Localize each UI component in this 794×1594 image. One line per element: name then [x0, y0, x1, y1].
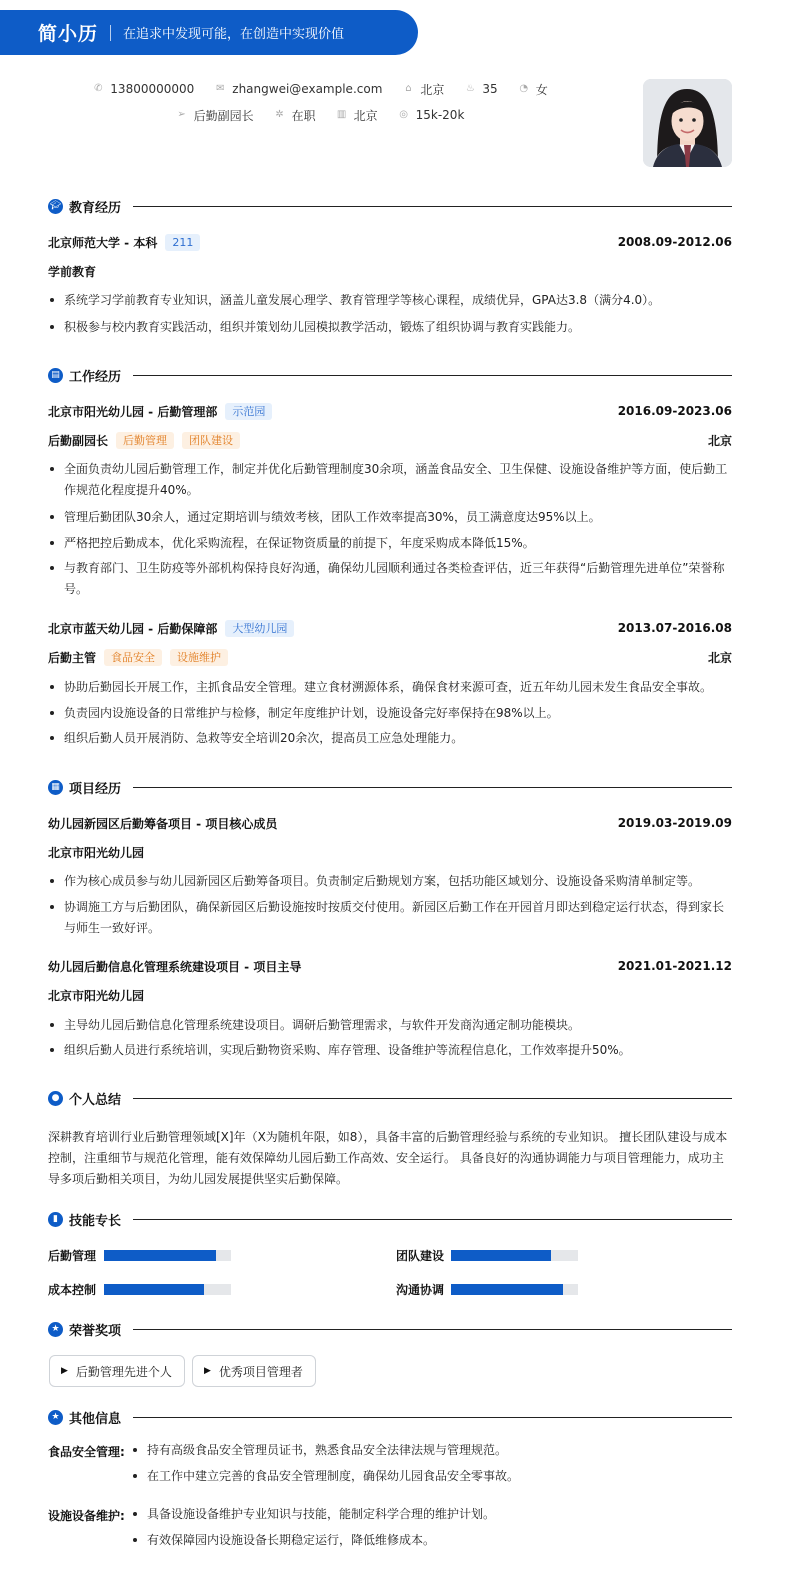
list-item: 具备设施设备维护专业知识与技能，能制定科学合理的维护计划。 [131, 1504, 495, 1525]
section-title: 工作经历 [69, 369, 122, 385]
list-item: 组织后勤人员开展消防、急救等安全培训20余次，提高员工应急处理能力。 [48, 728, 732, 749]
skill-label: 后勤管理 [48, 1249, 97, 1263]
other-label: 设施设备维护: [48, 1509, 125, 1523]
skill-bar [451, 1284, 578, 1295]
section-title: 荣誉奖项 [69, 1323, 122, 1339]
education-header [48, 233, 732, 251]
project-date: 2019.03-2019.09 [617, 816, 732, 830]
city-item [336, 107, 378, 124]
section-divider [133, 1329, 732, 1330]
list-item: 主导幼儿园后勤信息化管理系统建设项目。调研后勤管理需求，与软件开发商沟通定制功能模块。 [48, 1015, 732, 1036]
school-tag: 211 [165, 234, 200, 251]
phone-item [92, 82, 194, 96]
education-date: 2008.09-2012.06 [617, 235, 732, 249]
list-item: 作为核心成员参与幼儿园新园区后勤筹备项目。负责制定后勤规划方案，包括功能区域划分、设施设备采购清单制定等。 [48, 871, 732, 892]
award-label: 后勤管理先进个人 [75, 1364, 172, 1379]
role-tag: 设施维护 [170, 649, 228, 666]
building-icon: ▥ [336, 109, 347, 120]
company-tag: 示范园 [225, 403, 272, 420]
position-value: 后勤副园长 [193, 108, 254, 123]
brand-name: 简小历 [38, 23, 99, 45]
list-item: 与教育部门、卫生防疫等外部机构保持良好沟通，确保幼儿园顺利通过各类检查评估，近三年获得“后勤管理先进单位”荣誉称号。 [48, 558, 732, 600]
company-name: 北京市蓝天幼儿园 - 后勤保障部 [48, 621, 218, 636]
home-icon: ⌂ [405, 83, 412, 94]
cake-icon: ♨ [465, 83, 475, 94]
section-divider [133, 1098, 732, 1099]
skill-bar [104, 1284, 231, 1295]
list-item: 负责园内设施设备的日常维护与检修，制定年度维护计划，设施设备完好率保持在98%以上。 [48, 703, 732, 724]
list-item: 协助后勤园长开展工作，主抓食品安全管理。建立食材溯源体系，确保食材来源可查，近五年幼儿园未发生食品安全事故。 [48, 677, 732, 698]
section-project [48, 777, 732, 797]
contact-row-1 [0, 80, 640, 98]
list-item: 组织后勤人员进行系统培训，实现后勤物资采购、库存管理、设备维护等流程信息化，工作效率提升50%。 [48, 1040, 732, 1061]
section-divider [133, 375, 732, 376]
briefcase-icon: ▤ [48, 368, 63, 383]
position-item [176, 107, 254, 124]
status-value: 在职 [291, 108, 316, 123]
list-item: 有效保障园内设施设备长期稳定运行，降低维修成本。 [131, 1530, 435, 1551]
contact-row-2 [0, 106, 640, 124]
section-education [48, 196, 732, 216]
skill-bar [451, 1250, 578, 1261]
work-role-row [48, 431, 732, 449]
section-divider [133, 206, 732, 207]
project-org-row [48, 843, 732, 861]
section-divider [133, 1417, 732, 1418]
role-title: 后勤副园长 [48, 433, 109, 448]
brand-divider [110, 25, 111, 41]
work-header [48, 619, 732, 637]
gender-value: 女 [535, 82, 548, 97]
project-org: 北京市阳光幼儿园 [48, 988, 145, 1003]
section-summary [48, 1088, 732, 1108]
user-icon: ● [48, 1091, 63, 1106]
skill-label: 成本控制 [48, 1283, 97, 1297]
list-item: 严格把控后勤成本，优化采购流程，在保证物资质量的前提下，年度采购成本降低15%。 [48, 533, 732, 554]
work-role-row [48, 648, 732, 666]
project-name: 幼儿园后勤信息化管理系统建设项目 - 项目主导 [48, 959, 302, 974]
city-value: 北京 [353, 108, 378, 123]
award-chip [192, 1355, 316, 1387]
skill-bar-fill [451, 1250, 551, 1261]
avatar-image [643, 79, 732, 167]
list-item: 系统学习学前教育专业知识，涵盖儿童发展心理学、教育管理学等核心课程，成绩优异，GPA达3.8（满分4.0）。 [48, 290, 732, 311]
location-item [402, 81, 444, 98]
location-value: 北京 [420, 82, 445, 97]
phone-icon: ✆ [94, 83, 103, 94]
send-icon: ➢ [177, 109, 186, 120]
section-title: 个人总结 [69, 1092, 122, 1108]
work-header [48, 402, 732, 420]
award-chip [49, 1355, 185, 1387]
gender-icon: ◔ [519, 83, 529, 94]
skill-bar-fill [104, 1250, 216, 1261]
section-awards [48, 1319, 732, 1339]
profile-photo [643, 79, 732, 167]
project-name: 幼儿园新园区后勤筹备项目 - 项目核心成员 [48, 816, 278, 831]
mail-icon: ✉ [216, 83, 225, 94]
project-header [48, 814, 732, 832]
salary-item [398, 108, 465, 122]
brand-slogan: 在追求中发现可能，在创造中实现价值 [123, 27, 345, 42]
email-value: zhangwei@example.com [232, 82, 383, 96]
list-item: 管理后勤团队30余人，通过定期培训与绩效考核，团队工作效率提高30%，员工满意度达95%以上。 [48, 507, 732, 528]
other-label: 食品安全管理: [48, 1445, 125, 1459]
section-title: 其他信息 [69, 1411, 122, 1427]
work-location: 北京 [707, 650, 732, 665]
role-tag: 团队建设 [182, 432, 240, 449]
gear-icon: ✲ [275, 109, 284, 120]
award-label: 优秀项目管理者 [218, 1364, 303, 1379]
skill-label: 团队建设 [396, 1249, 445, 1263]
project-header [48, 957, 732, 975]
brand-bar [0, 10, 418, 55]
skill-bar [104, 1250, 231, 1261]
project-icon: ▦ [48, 780, 63, 795]
section-divider [133, 1219, 732, 1220]
play-icon: ▶ [61, 1366, 68, 1376]
email-item [214, 82, 382, 96]
work-location: 北京 [707, 433, 732, 448]
project-date: 2021.01-2021.12 [617, 959, 732, 973]
section-skills [48, 1209, 732, 1229]
project-org-row [48, 986, 732, 1004]
salary-value: 15k-20k [415, 108, 465, 122]
section-work [48, 365, 732, 385]
skill-label: 沟通协调 [396, 1283, 445, 1297]
graduation-cap-icon: 🎓︎ [48, 199, 63, 214]
major: 学前教育 [48, 264, 97, 279]
summary-text: 深耕教育培训行业后勤管理领域[X]年（X为随机年限，如8），具备丰富的后勤管理经验与系统的专业知识。 擅长团队建设与成本控制，注重细节与规范化管理，能有效保障幼儿园后勤工作高效、安全运行。 具备良好的沟通协调能力与项目管理能力，成功主导多项后勤相关项目，为幼儿园发展提供坚实后勤保障。 [48, 1130, 728, 1186]
gender-item [518, 81, 548, 98]
phone-value: 13800000000 [110, 82, 195, 96]
company-name: 北京市阳光幼儿园 - 后勤管理部 [48, 404, 218, 419]
skill-bar-fill [451, 1284, 563, 1295]
education-major-row [48, 262, 732, 280]
list-item: 协调施工方与后勤团队，确保新园区后勤设施按时按质交付使用。新园区后勤工作在开园首月即达到稳定运行状态，得到家长与师生一致好评。 [48, 897, 732, 939]
work-date: 2016.09-2023.06 [617, 404, 732, 418]
role-tag: 食品安全 [104, 649, 162, 666]
section-title: 技能专长 [69, 1213, 122, 1229]
list-item: 全面负责幼儿园后勤管理工作，制定并优化后勤管理制度30余项，涵盖食品安全、卫生保健、设施设备维护等方面，使后勤工作规范化程度提升40%。 [48, 459, 732, 501]
section-title: 项目经历 [69, 781, 122, 797]
school-name: 北京师范大学 - 本科 [48, 235, 158, 250]
skill-bar-fill [104, 1284, 204, 1295]
section-divider [133, 787, 732, 788]
medal-icon: ★ [48, 1322, 63, 1337]
work-date: 2013.07-2016.08 [617, 621, 732, 635]
section-other [48, 1407, 732, 1427]
coin-icon: ◎ [399, 109, 408, 120]
status-item [274, 107, 316, 124]
age-item [464, 82, 497, 96]
list-item: 积极参与校内教育实践活动，组织并策划幼儿园模拟教学活动，锻炼了组织协调与教育实践能力。 [48, 317, 732, 338]
project-org: 北京市阳光幼儿园 [48, 845, 145, 860]
age-value: 35 [482, 82, 498, 96]
role-tag: 后勤管理 [116, 432, 174, 449]
company-tag: 大型幼儿园 [225, 620, 294, 637]
section-title: 教育经历 [69, 200, 122, 216]
list-item: 在工作中建立完善的食品安全管理制度，确保幼儿园食品安全零事故。 [131, 1466, 519, 1487]
play-icon: ▶ [204, 1366, 211, 1376]
role-title: 后勤主管 [48, 650, 97, 665]
list-item: 持有高级食品安全管理员证书，熟悉食品安全法律法规与管理规范。 [131, 1440, 507, 1461]
medal-icon: ★ [48, 1410, 63, 1425]
bar-chart-icon: ▮ [48, 1212, 63, 1227]
